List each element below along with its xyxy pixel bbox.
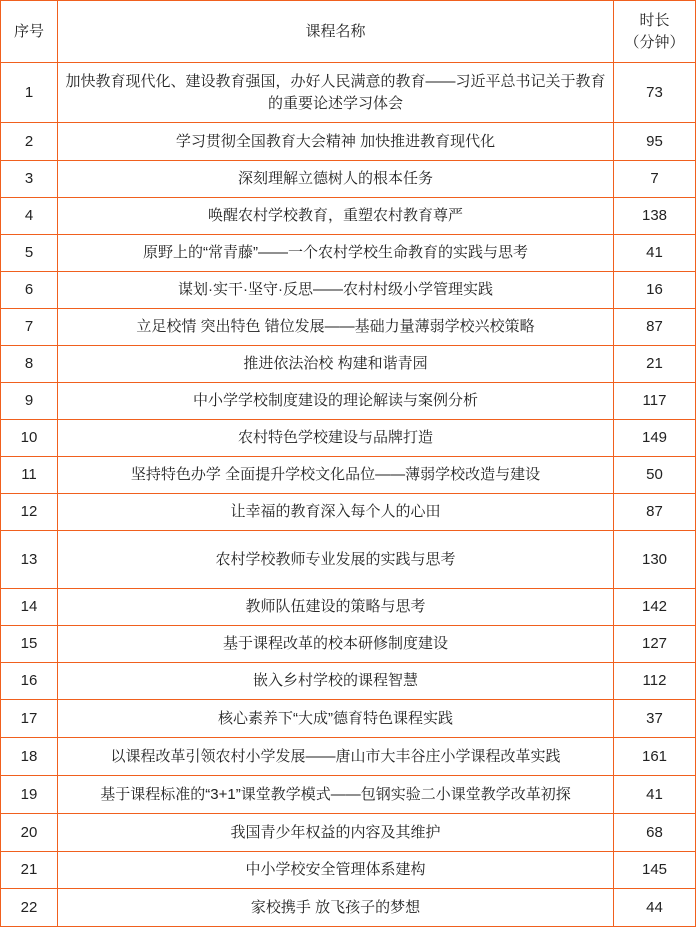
row-duration: 41	[614, 235, 696, 272]
header-duration-line2: （分钟）	[624, 33, 685, 51]
row-course-name: 谋划·实干·坚守·反思——农村村级小学管理实践	[58, 272, 614, 309]
row-duration: 16	[614, 272, 696, 309]
row-duration: 41	[614, 776, 696, 814]
header-name: 课程名称	[58, 1, 614, 63]
table-row	[1, 383, 696, 420]
header-index: 序号	[1, 1, 58, 63]
row-duration: 73	[614, 63, 696, 123]
row-index: 18	[1, 738, 58, 776]
row-duration: 50	[614, 457, 696, 494]
row-course-name: 核心素养下“大成”德育特色课程实践	[58, 700, 614, 738]
row-duration: 44	[614, 889, 696, 927]
table-row	[1, 738, 696, 776]
table-row	[1, 852, 696, 889]
row-index: 3	[1, 161, 58, 198]
row-course-name: 嵌入乡村学校的课程智慧	[58, 663, 614, 700]
table-row	[1, 235, 696, 272]
row-course-name: 加快教育现代化、建设教育强国，办好人民满意的教育——习近平总书记关于教育的重要论述学习体会	[58, 63, 614, 123]
row-index: 14	[1, 589, 58, 626]
row-index: 7	[1, 309, 58, 346]
row-duration: 87	[614, 494, 696, 531]
row-duration: 112	[614, 663, 696, 700]
row-duration: 21	[614, 346, 696, 383]
row-course-name: 立足校情 突出特色 错位发展——基础力量薄弱学校兴校策略	[58, 309, 614, 346]
row-course-name: 教师队伍建设的策略与思考	[58, 589, 614, 626]
row-index: 5	[1, 235, 58, 272]
row-course-name: 唤醒农村学校教育，重塑农村教育尊严	[58, 198, 614, 235]
row-duration: 130	[614, 531, 696, 589]
row-course-name: 中小学校安全管理体系建构	[58, 852, 614, 889]
row-index: 9	[1, 383, 58, 420]
row-index: 15	[1, 626, 58, 663]
row-course-name: 中小学学校制度建设的理论解读与案例分析	[58, 383, 614, 420]
row-index: 19	[1, 776, 58, 814]
table-row	[1, 346, 696, 383]
row-index: 22	[1, 889, 58, 927]
row-course-name: 我国青少年权益的内容及其维护	[58, 814, 614, 852]
row-duration: 68	[614, 814, 696, 852]
table-row	[1, 309, 696, 346]
row-course-name: 农村特色学校建设与品牌打造	[58, 420, 614, 457]
table-row	[1, 198, 696, 235]
row-index: 10	[1, 420, 58, 457]
row-duration: 117	[614, 383, 696, 420]
row-index: 1	[1, 63, 58, 123]
row-index: 11	[1, 457, 58, 494]
table-row	[1, 457, 696, 494]
row-course-name: 深刻理解立德树人的根本任务	[58, 161, 614, 198]
table-row	[1, 663, 696, 700]
row-course-name: 基于课程改革的校本研修制度建设	[58, 626, 614, 663]
row-course-name: 家校携手 放飞孩子的梦想	[58, 889, 614, 927]
table-row	[1, 589, 696, 626]
table-row	[1, 776, 696, 814]
row-duration: 95	[614, 123, 696, 161]
row-course-name: 基于课程标准的“3+1”课堂教学模式——包钢实验二小课堂教学改革初探	[58, 776, 614, 814]
table-row	[1, 123, 696, 161]
row-index: 16	[1, 663, 58, 700]
row-course-name: 坚持特色办学 全面提升学校文化品位——薄弱学校改造与建设	[58, 457, 614, 494]
row-index: 12	[1, 494, 58, 531]
row-index: 6	[1, 272, 58, 309]
row-duration: 142	[614, 589, 696, 626]
row-duration: 138	[614, 198, 696, 235]
header-duration-line1: 时长	[639, 11, 670, 29]
row-duration: 87	[614, 309, 696, 346]
table-row	[1, 889, 696, 927]
table-row	[1, 63, 696, 123]
row-index: 2	[1, 123, 58, 161]
row-index: 13	[1, 531, 58, 589]
row-course-name: 以课程改革引领农村小学发展——唐山市大丰谷庄小学课程改革实践	[58, 738, 614, 776]
row-course-name: 让幸福的教育深入每个人的心田	[58, 494, 614, 531]
row-duration: 149	[614, 420, 696, 457]
table-row	[1, 814, 696, 852]
row-duration: 127	[614, 626, 696, 663]
row-duration: 161	[614, 738, 696, 776]
row-index: 17	[1, 700, 58, 738]
row-index: 4	[1, 198, 58, 235]
header-row	[1, 1, 696, 63]
table-row	[1, 531, 696, 589]
row-index: 20	[1, 814, 58, 852]
row-index: 21	[1, 852, 58, 889]
table-row	[1, 626, 696, 663]
table-row	[1, 420, 696, 457]
table-row	[1, 272, 696, 309]
row-duration: 145	[614, 852, 696, 889]
row-course-name: 推进依法治校 构建和谐青园	[58, 346, 614, 383]
table-row	[1, 161, 696, 198]
row-course-name: 学习贯彻全国教育大会精神 加快推进教育现代化	[58, 123, 614, 161]
row-duration: 7	[614, 161, 696, 198]
row-course-name: 原野上的“常青藤”——一个农村学校生命教育的实践与思考	[58, 235, 614, 272]
table-row	[1, 700, 696, 738]
row-index: 8	[1, 346, 58, 383]
header-duration	[614, 1, 696, 63]
table-row	[1, 494, 696, 531]
table-body	[1, 63, 696, 927]
row-course-name: 农村学校教师专业发展的实践与思考	[58, 531, 614, 589]
row-duration: 37	[614, 700, 696, 738]
